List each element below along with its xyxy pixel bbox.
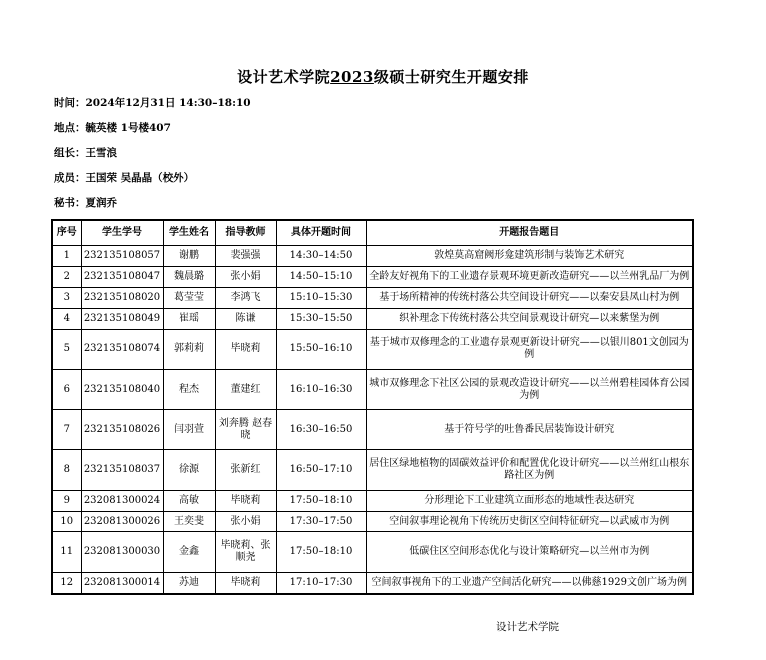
- cell-advisor: 李鸿飞: [215, 287, 276, 308]
- cell-topic: 敦煌莫高窟阙形龛建筑形制与装饰艺术研究: [366, 246, 693, 267]
- cell-student-id: 232135108057: [81, 246, 163, 267]
- info-leader: 组长：王雪浪: [54, 147, 117, 159]
- header-topic: 开题报告题目: [366, 220, 693, 246]
- cell-topic: 基于城市双修理念的工业遗存景观更新设计研究——以银川801文创园为例: [366, 329, 693, 369]
- cell-student-name: 葛莹莹: [163, 287, 215, 308]
- table-row: [52, 532, 693, 572]
- cell-advisor: 张小娟: [215, 266, 276, 287]
- title-suffix: 级硕士研究生开题安排: [373, 68, 529, 86]
- table-row: [52, 266, 693, 287]
- cell-no: 1: [52, 246, 81, 267]
- cell-topic: 基于符号学的吐鲁番民居装饰设计研究: [366, 410, 693, 450]
- cell-time: 16:30–16:50: [276, 410, 366, 450]
- cell-no: 3: [52, 287, 81, 308]
- info-time: 时间：2024年12月31日 14:30–18:10: [54, 97, 251, 109]
- table-row: [52, 308, 693, 329]
- cell-no: 2: [52, 266, 81, 287]
- table-row: [52, 572, 693, 594]
- cell-no: 12: [52, 572, 81, 594]
- cell-topic: 分形理论下工业建筑立面形态的地域性表达研究: [366, 490, 693, 511]
- cell-time: 15:10–15:30: [276, 287, 366, 308]
- cell-advisor: 刘奔腾 赵春晓: [215, 410, 276, 450]
- cell-student-id: 232135108020: [81, 287, 163, 308]
- footer-signature: 设计艺术学院: [496, 621, 559, 633]
- cell-advisor: 张小娟: [215, 511, 276, 532]
- cell-student-name: 闫羽萱: [163, 410, 215, 450]
- cell-student-name: 金鑫: [163, 532, 215, 572]
- cell-topic: 居住区绿地植物的固碳效益评价和配置优化设计研究——以兰州红山根东路社区为例: [366, 450, 693, 490]
- cell-topic: 城市双修理念下社区公园的景观改造设计研究——以兰州碧桂园体育公园为例: [366, 369, 693, 409]
- title-prefix: 设计艺术学院: [237, 68, 331, 86]
- cell-topic: 全龄友好视角下的工业遗存景观环境更新改造研究——以兰州乳品厂为例: [366, 266, 693, 287]
- title-year: 2023: [330, 68, 374, 86]
- cell-student-name: 苏迪: [163, 572, 215, 594]
- table-row: [52, 246, 693, 267]
- cell-student-id: 232135108074: [81, 329, 163, 369]
- cell-student-name: 谢鹏: [163, 246, 215, 267]
- cell-time: 17:50–18:10: [276, 490, 366, 511]
- cell-no: 7: [52, 410, 81, 450]
- cell-no: 5: [52, 329, 81, 369]
- cell-student-name: 王奕斐: [163, 511, 215, 532]
- cell-student-name: 崔瑶: [163, 308, 215, 329]
- cell-advisor: 毕晓莉: [215, 490, 276, 511]
- header-advisor: 指导教师: [215, 220, 276, 246]
- cell-topic: 织补理念下传统村落公共空间景观设计研究—以来紫堡为例: [366, 308, 693, 329]
- table-row: [52, 490, 693, 511]
- header-student-name: 学生姓名: [163, 220, 215, 246]
- info-place: 地点：毓英楼 1号楼407: [54, 122, 171, 134]
- table-header-row: [52, 220, 693, 246]
- cell-topic: 空间叙事视角下的工业遗产空间活化研究——以佛慈1929文创广场为例: [366, 572, 693, 594]
- cell-no: 10: [52, 511, 81, 532]
- table-row: [52, 511, 693, 532]
- header-student-id: 学生学号: [81, 220, 163, 246]
- table-row: [52, 287, 693, 308]
- cell-no: 6: [52, 369, 81, 409]
- cell-topic: 基于场所精神的传统村落公共空间设计研究——以秦安县凤山村为例: [366, 287, 693, 308]
- cell-no: 9: [52, 490, 81, 511]
- cell-time: 14:30–14:50: [276, 246, 366, 267]
- cell-time: 17:50–18:10: [276, 532, 366, 572]
- cell-advisor: 裴强强: [215, 246, 276, 267]
- info-secretary: 秘书：夏润乔: [54, 197, 117, 209]
- cell-advisor: 毕晓莉: [215, 572, 276, 594]
- cell-student-id: 232081300026: [81, 511, 163, 532]
- cell-advisor: 董建红: [215, 369, 276, 409]
- cell-topic: 空间叙事理论视角下传统历史街区空间特征研究—以武威市为例: [366, 511, 693, 532]
- cell-student-name: 高敏: [163, 490, 215, 511]
- cell-advisor: 毕晓莉、张顺尧: [215, 532, 276, 572]
- cell-student-id: 232135108037: [81, 450, 163, 490]
- cell-no: 8: [52, 450, 81, 490]
- cell-no: 11: [52, 532, 81, 572]
- cell-student-name: 魏晨璐: [163, 266, 215, 287]
- cell-time: 15:50–16:10: [276, 329, 366, 369]
- cell-time: 16:10–16:30: [276, 369, 366, 409]
- cell-student-id: 232081300014: [81, 572, 163, 594]
- cell-time: 14:50–15:10: [276, 266, 366, 287]
- header-no: 序号: [52, 220, 81, 246]
- cell-time: 15:30–15:50: [276, 308, 366, 329]
- cell-time: 17:30–17:50: [276, 511, 366, 532]
- cell-advisor: 张新红: [215, 450, 276, 490]
- header-time: 具体开题时间: [276, 220, 366, 246]
- schedule-table: [51, 219, 694, 595]
- cell-topic: 低碳住区空间形态优化与设计策略研究—以兰州市为例: [366, 532, 693, 572]
- cell-student-name: 徐源: [163, 450, 215, 490]
- page-title: [0, 66, 766, 87]
- cell-student-id: 232081300030: [81, 532, 163, 572]
- cell-student-name: 郭莉莉: [163, 329, 215, 369]
- cell-student-id: 232135108026: [81, 410, 163, 450]
- table-row: [52, 329, 693, 369]
- table-row: [52, 369, 693, 409]
- cell-student-id: 232135108047: [81, 266, 163, 287]
- table-row: [52, 450, 693, 490]
- cell-time: 16:50–17:10: [276, 450, 366, 490]
- cell-advisor: 毕晓莉: [215, 329, 276, 369]
- cell-time: 17:10–17:30: [276, 572, 366, 594]
- cell-student-id: 232081300024: [81, 490, 163, 511]
- cell-student-id: 232135108040: [81, 369, 163, 409]
- cell-advisor: 陈谦: [215, 308, 276, 329]
- table-row: [52, 410, 693, 450]
- cell-no: 4: [52, 308, 81, 329]
- info-members: 成员：王国荣 吴晶晶（校外）: [54, 172, 195, 184]
- cell-student-name: 程杰: [163, 369, 215, 409]
- cell-student-id: 232135108049: [81, 308, 163, 329]
